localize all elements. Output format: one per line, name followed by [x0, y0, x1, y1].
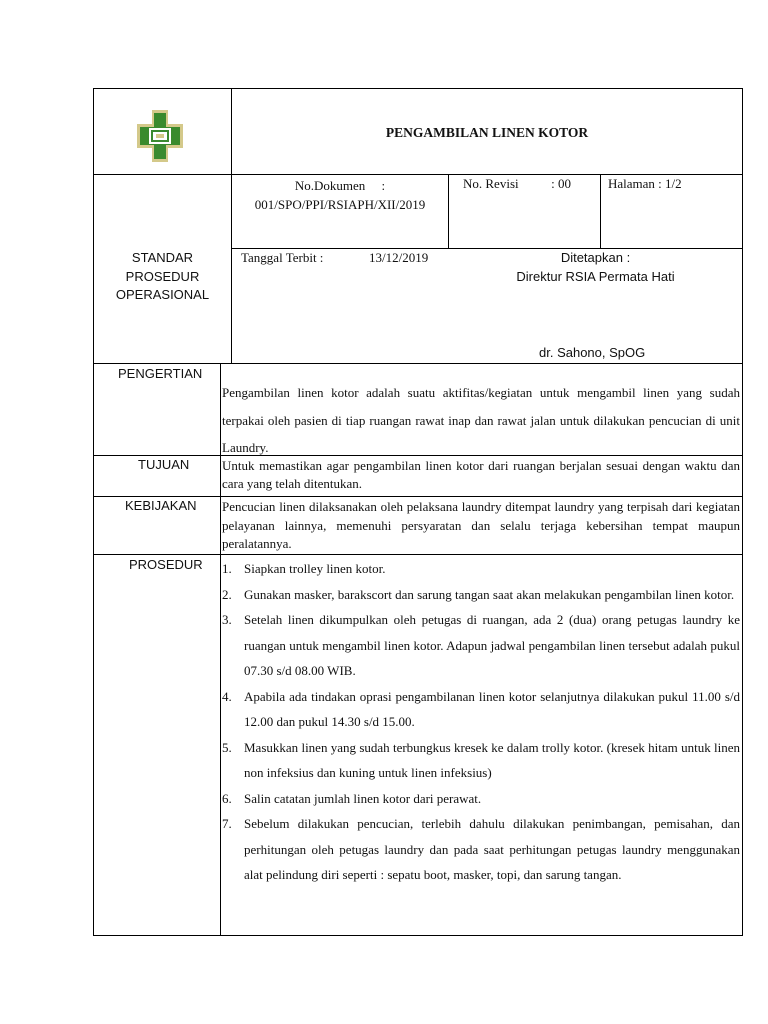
rule [93, 363, 743, 364]
step-number: 3. [222, 612, 232, 627]
step-text: Gunakan masker, barakscort dan sarung tangan saat akan melakukan pengambilan linen kotor. [244, 586, 735, 602]
halaman: Halaman : 1/2 [608, 176, 682, 191]
no-revisi: No. Revisi : 00 [463, 176, 571, 191]
pengertian-label: PENGERTIAN [118, 366, 203, 381]
direktur: Direktur RSIA Permata Hati [516, 269, 675, 284]
step-number: 5. [222, 739, 232, 755]
rule [93, 496, 743, 497]
rule [93, 935, 743, 936]
sop-label-line: STANDAR [131, 250, 194, 265]
signer-name: dr. Sahono, SpOG [539, 345, 646, 360]
step-text: Siapkan trolley linen kotor. [244, 561, 386, 576]
step-number: 4. [222, 688, 232, 704]
rule [742, 88, 743, 936]
rule [93, 174, 743, 175]
kebijakan-label: KEBIJAKAN [125, 498, 197, 513]
step-text: Setelah linen dikumpulkan oleh petugas di ruangan, ada 2 (dua) orang petugas laundry ke ruangan untuk mengambil linen kotor. Adapun jadwal pengambilan linen tersebut adalah pukul 07.30 s/d 08.00 WIB. [244, 612, 740, 678]
hospital-logo-icon [135, 108, 185, 164]
list-item [222, 811, 740, 888]
rule [448, 174, 449, 249]
tanggal-terbit-value: 13/12/2019 [369, 250, 429, 265]
tujuan-label: TUJUAN [138, 457, 190, 472]
step-number: 2. [222, 586, 232, 602]
rule [232, 248, 448, 249]
sop-label [94, 249, 231, 305]
rule [600, 174, 601, 249]
step-text: Sebelum dilakukan pencucian, terlebih dahulu dilakukan penimbangan, pemisahan, dan perhitungan oleh petugas laundry dan pada saat perhitungan petugas laundry menggunakan alat pelindung diri seperti : sepatu boot, masker, topi, dan sarung tangan. [244, 816, 740, 882]
step-text: Salin catatan jumlah linen kotor dari perawat. [244, 790, 482, 806]
step-number: 6. [222, 790, 232, 806]
prosedur-steps [222, 556, 740, 888]
step-number: 1. [222, 561, 232, 576]
list-item [222, 607, 740, 684]
no-dokumen [232, 176, 448, 214]
kebijakan-text: Pencucian linen dilaksanakan oleh pelaksana laundry ditempat laundry yang terpisah dari kegiatan pelayanan lainnya, memenuhi persyaratan dan selalu terjaga kebersihan tempat maupun peralatannya. [222, 499, 740, 551]
pengertian-text: Pengambilan linen kotor adalah suatu aktifitas/kegiatan untuk mengambil linen yang sudah terpakai oleh pasien di tiap ruangan rawat inap dan rawat jalan untuk dilakukan pencucian di unit Laundry. [222, 385, 740, 455]
rule [93, 88, 94, 936]
no-dokumen-label: No.Dokumen : [294, 178, 386, 193]
rule [93, 554, 743, 555]
rule [93, 88, 743, 89]
step-text: Apabila ada tindakan oprasi pengambilanan linen kotor selanjutnya dilakukan pukul 11.00 s/d 12.00 dan pukul 14.30 s/d 15.00. [244, 688, 740, 729]
list-item [222, 556, 740, 582]
step-number: 7. [222, 816, 232, 831]
prosedur-label: PROSEDUR [129, 557, 203, 572]
rule [448, 248, 743, 249]
no-dokumen-value: 001/SPO/PPI/RSIAPH/XII/2019 [254, 197, 426, 212]
list-item [222, 735, 740, 786]
rule [220, 363, 221, 936]
step-text: Masukkan linen yang sudah terbungkus kresek ke dalam trolly kotor. (kresek hitam untuk linen non infeksius dan kuning untuk linen infeksius) [244, 739, 740, 780]
sop-label-line: PROSEDUR [125, 268, 200, 284]
ditetapkan: Ditetapkan : [560, 250, 631, 265]
sop-label-line: OPERASIONAL [115, 287, 210, 302]
list-item [222, 786, 740, 812]
tujuan-text: Untuk memastikan agar pengambilan linen kotor dari ruangan berjalan sesuai dengan waktu dan cara yang telah ditentukan. [222, 458, 740, 491]
list-item [222, 582, 740, 608]
tanggal-terbit-label: Tanggal Terbit : [241, 250, 324, 265]
list-item [222, 684, 740, 735]
document-title: PENGAMBILAN LINEN KOTOR [385, 125, 589, 140]
